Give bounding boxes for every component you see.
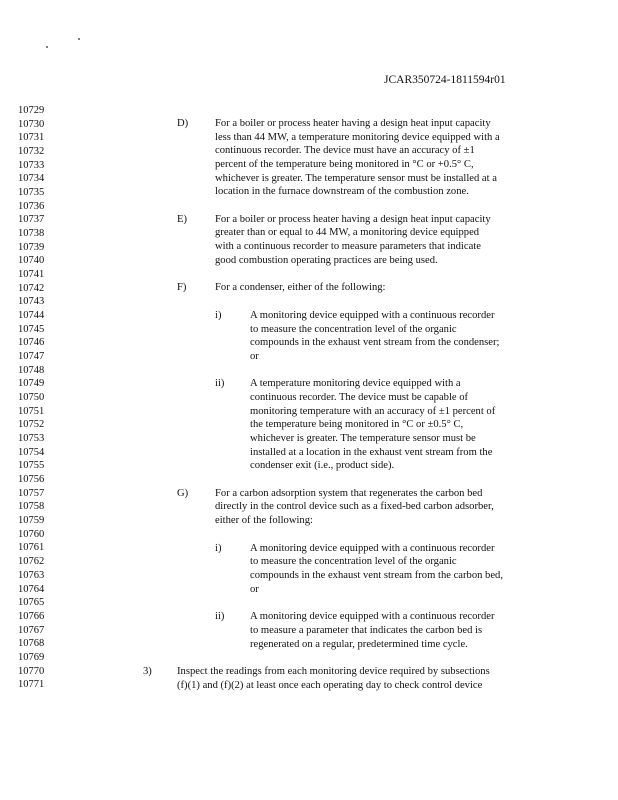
line-number: 10740: [18, 255, 45, 267]
line-number: 10767: [18, 624, 45, 636]
line-number: 10734: [18, 173, 45, 185]
line-number: 10737: [18, 214, 45, 226]
text-line: A monitoring device equipped with a continuous recorder: [250, 543, 495, 554]
item-g-ii-label: ii): [215, 611, 225, 622]
scan-speck: [78, 38, 80, 40]
text-line: A temperature monitoring device equipped with a: [250, 378, 461, 389]
line-number: 10731: [18, 132, 45, 144]
line-number: 10766: [18, 610, 45, 622]
line-number: 10757: [18, 487, 45, 499]
line-number: 10752: [18, 419, 45, 431]
item-f-i-label: i): [215, 310, 222, 321]
line-number: 10753: [18, 433, 45, 445]
text-line: the temperature being monitored in °C or ±0.5° C,: [250, 419, 464, 430]
item-g-i-label: i): [215, 543, 222, 554]
item-e-label: E): [177, 214, 187, 225]
line-number: 10741: [18, 269, 45, 280]
line-number: 10745: [18, 323, 45, 335]
text-line: location in the furnace downstream of the combustion zone.: [215, 186, 469, 197]
text-line: or: [250, 351, 259, 362]
line-number: 10763: [18, 569, 45, 581]
text-line: For a boiler or process heater having a design heat input capacity: [215, 118, 491, 129]
text-line: with a continuous recorder to measure parameters that indicate: [215, 241, 481, 252]
document-id: JCAR350724-1811594r01: [384, 74, 506, 86]
text-line: good combustion operating practices are being used.: [215, 255, 438, 266]
line-number: 10750: [18, 392, 45, 404]
line-number: 10759: [18, 515, 45, 527]
line-number: 10769: [18, 651, 45, 663]
text-line: Inspect the readings from each monitoring device required by subsections: [177, 666, 490, 677]
text-line: percent of the temperature being monitored in °C or +0.5° C,: [215, 159, 474, 170]
text-line: monitoring temperature with an accuracy of ±1 percent of: [250, 406, 496, 417]
line-number: 10730: [18, 118, 45, 130]
line-number: 10760: [18, 528, 45, 540]
text-line: For a carbon adsorption system that regenerates the carbon bed: [215, 488, 483, 499]
item-f-ii-label: ii): [215, 378, 225, 389]
text-line: whichever is greater. The temperature sensor must be installed at a: [215, 173, 497, 184]
text-line: whichever is greater. The temperature sensor must be: [250, 433, 476, 444]
line-number: 10756: [18, 474, 45, 486]
text-line: or: [250, 584, 259, 595]
text-line: to measure the concentration level of the organic: [250, 324, 457, 335]
text-line: directly in the control device such as a fixed-bed carbon adsorber,: [215, 501, 494, 512]
line-number: 10742: [18, 282, 45, 294]
line-number: 10733: [18, 159, 45, 171]
text-line: to measure a parameter that indicates the carbon bed is: [250, 625, 483, 636]
text-line: (f)(1) and (f)(2) at least once each operating day to check control device: [177, 680, 483, 691]
line-number: 10754: [18, 446, 45, 458]
line-number: 10771: [18, 679, 45, 691]
text-line: compounds in the exhaust vent stream from the carbon bed,: [250, 570, 504, 581]
item-3-label: 3): [143, 666, 152, 677]
item-f-label: F): [177, 282, 187, 293]
text-line: continuous recorder. The device must be capable of: [250, 392, 469, 403]
line-number: 10738: [18, 228, 45, 239]
line-number: 10762: [18, 556, 45, 568]
line-number: 10755: [18, 460, 45, 472]
line-number: 10729: [18, 105, 45, 116]
line-number: 10768: [18, 638, 45, 650]
text-line: installed at a location in the exhaust vent stream from the: [250, 447, 493, 458]
text-line: to measure the concentration level of the organic: [250, 556, 457, 567]
line-number: 10736: [18, 200, 45, 212]
line-number: 10770: [18, 665, 45, 677]
text-line: compounds in the exhaust vent stream from the condenser;: [250, 337, 500, 348]
line-number: 10761: [18, 542, 45, 554]
text-line: A monitoring device equipped with a continuous recorder: [250, 310, 495, 321]
line-number: 10732: [18, 146, 45, 157]
line-number: 10735: [18, 187, 45, 198]
line-number: 10743: [18, 296, 45, 308]
text-line: For a boiler or process heater having a design heat input capacity: [215, 214, 491, 225]
line-number: 10764: [18, 583, 45, 595]
line-number: 10744: [18, 310, 45, 322]
item-g-label: G): [177, 488, 189, 499]
line-number: 10758: [18, 501, 45, 513]
line-number: 10751: [18, 405, 45, 417]
text-line: either of the following:: [215, 515, 313, 526]
line-number: 10765: [18, 597, 45, 609]
text-line: greater than or equal to 44 MW, a monitoring device equipped: [215, 227, 480, 238]
item-d-label: D): [177, 118, 189, 129]
text-line: condenser exit (i.e., product side).: [250, 460, 395, 471]
line-number: 10749: [18, 378, 45, 390]
text-line: A monitoring device equipped with a continuous recorder: [250, 611, 495, 622]
line-number: 10739: [18, 241, 45, 253]
line-number: 10746: [18, 337, 45, 349]
text-line: regenerated on a regular, predetermined time cycle.: [250, 639, 468, 650]
line-number: 10747: [18, 351, 45, 363]
text-line: less than 44 MW, a temperature monitoring device equipped with a: [215, 132, 500, 143]
scan-speck: [46, 46, 48, 48]
line-number: 10748: [18, 364, 45, 376]
item-f-text: For a condenser, either of the following:: [215, 282, 386, 293]
text-line: continuous recorder. The device must have an accuracy of ±1: [215, 145, 475, 156]
